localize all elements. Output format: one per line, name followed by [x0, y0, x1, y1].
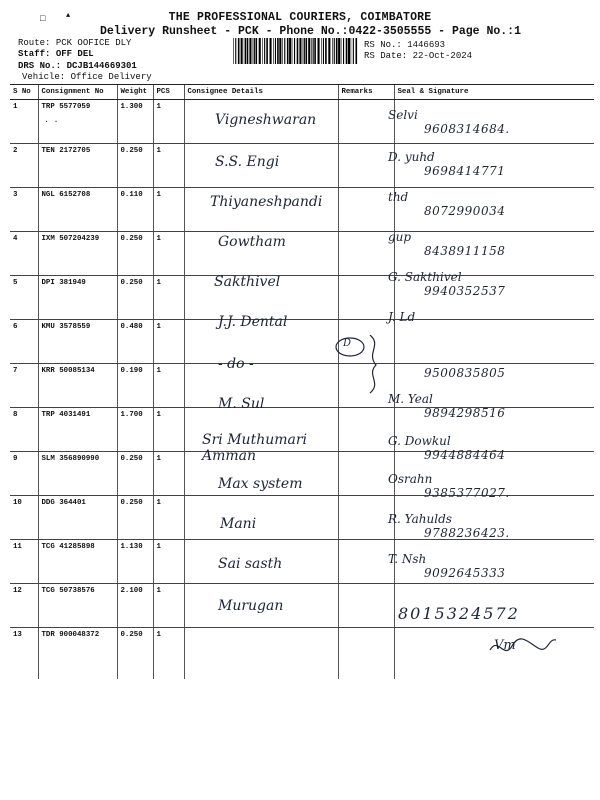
row-consignment-no: IXM 507204239 — [38, 232, 117, 276]
signature-handwritten: Selvi — [388, 108, 418, 122]
row-consignee-cell — [184, 452, 338, 496]
col-consignment: Consignment No — [38, 85, 117, 100]
row-pcs: 1 — [153, 496, 184, 540]
row-consignment-no: DDG 364401 — [38, 496, 117, 540]
row-signature-cell — [394, 452, 594, 496]
consignee-handwritten-name: J.J. Dental — [218, 314, 288, 330]
phone-handwritten: 8438911158 — [424, 244, 506, 258]
runsheet-table — [10, 84, 594, 679]
row-signature-cell — [394, 540, 594, 584]
row-sno: 5 — [10, 276, 38, 320]
row-pcs: 1 — [153, 584, 184, 628]
row-signature-cell — [394, 408, 594, 452]
row-sno: 7 — [10, 364, 38, 408]
row-consignment-no: TRP 4031491 — [38, 408, 117, 452]
consignee-handwritten-name: Sai sasth — [218, 556, 283, 572]
consignee-handwritten-name: Max system — [218, 476, 303, 492]
phone-handwritten: 9698414771 — [424, 164, 506, 178]
row-sno: 6 — [10, 320, 38, 364]
phone-handwritten: 9894298516 — [424, 406, 506, 420]
consignee-handwritten-name: Sakthivel — [214, 274, 281, 290]
col-consignee: Consignee Details — [184, 85, 338, 100]
row-weight: 2.100 — [117, 584, 153, 628]
row-consignee-cell — [184, 628, 338, 680]
row-consignee-cell — [184, 232, 338, 276]
row-consignee-cell — [184, 144, 338, 188]
row-sno: 9 — [10, 452, 38, 496]
row-remarks-cell — [338, 628, 394, 680]
row-signature-cell — [394, 364, 594, 408]
consignee-handwritten-name: - do - — [218, 356, 254, 372]
row-pcs: 1 — [153, 408, 184, 452]
row-consignment-no: TDR 900048372 — [38, 628, 117, 680]
row-signature-cell — [394, 320, 594, 364]
row-remarks-cell — [338, 188, 394, 232]
col-weight: Weight — [117, 85, 153, 100]
row-consignee-cell — [184, 540, 338, 584]
row-pcs: 1 — [153, 188, 184, 232]
row-weight: 1.130 — [117, 540, 153, 584]
signature-handwritten: thd — [388, 190, 409, 204]
row-1-dots: . . — [44, 116, 59, 125]
row-consignee-cell — [184, 408, 338, 452]
row-consignee-cell — [184, 496, 338, 540]
row-sno: 2 — [10, 144, 38, 188]
table-row — [10, 540, 594, 584]
consignee-handwritten-name: Sri Muthumari Amman — [202, 432, 308, 464]
row-weight: 0.250 — [117, 232, 153, 276]
signature-handwritten: M. Yeal — [388, 392, 433, 406]
row-pcs: 1 — [153, 320, 184, 364]
signature-handwritten: Osrahn — [388, 472, 433, 486]
row-consignment-no: KMU 3578559 — [38, 320, 117, 364]
row-pcs: 1 — [153, 100, 184, 144]
phone-handwritten: 8072990034 — [424, 204, 506, 218]
phone-handwritten: 9608314684. — [424, 122, 510, 136]
row-consignment-no: TCG 41285898 — [38, 540, 117, 584]
row-consignment-no: KRR 50085134 — [38, 364, 117, 408]
col-sno: S No — [10, 85, 38, 100]
consignee-handwritten-name: Thiyaneshpandi — [210, 194, 323, 210]
row-pcs: 1 — [153, 144, 184, 188]
row-weight: 0.480 — [117, 320, 153, 364]
consignee-handwritten-name: M. Sul — [218, 396, 265, 412]
row-remarks-cell — [338, 408, 394, 452]
signature-handwritten: R. Yahulds — [388, 512, 452, 526]
row-weight: 1.300 — [117, 100, 153, 144]
row-remarks-cell — [338, 144, 394, 188]
row-sno: 3 — [10, 188, 38, 232]
row-pcs: 1 — [153, 364, 184, 408]
row-sno: 1 — [10, 100, 38, 144]
signature-handwritten: J. Ld — [388, 310, 416, 324]
row-consignee-cell — [184, 320, 338, 364]
col-signature: Seal & Signature — [394, 85, 594, 100]
row-remarks-cell — [338, 496, 394, 540]
staff-line: Staff: OFF DEL — [18, 49, 94, 59]
table-row — [10, 100, 594, 144]
table-row — [10, 144, 594, 188]
row-consignee-cell — [184, 100, 338, 144]
table-row — [10, 584, 594, 628]
runsheet-title: Delivery Runsheet - PCK - Phone No.:0422-3505555 - Page No.:1 — [100, 25, 521, 38]
consignee-handwritten-name: Vigneshwaran — [215, 112, 317, 128]
row-consignee-cell — [184, 276, 338, 320]
company-title: THE PROFESSIONAL COURIERS, COIMBATORE — [168, 11, 432, 24]
table-row — [10, 188, 594, 232]
signature-handwritten: D. yuhd — [388, 150, 435, 164]
route-value: PCK OOFICE DLY — [55, 38, 132, 48]
row-weight: 0.110 — [117, 188, 153, 232]
phone-handwritten: 9788236423. — [424, 526, 510, 540]
row-signature-cell — [394, 188, 594, 232]
corner-mark: □ — [40, 14, 46, 24]
row-consignment-no: TRP 5577059 — [38, 100, 117, 144]
row-signature-cell — [394, 276, 594, 320]
consignee-handwritten-name: Gowtham — [218, 234, 286, 250]
row-sno: 13 — [13, 631, 22, 639]
drs-line: DRS No.: DCJB144669301 — [18, 61, 137, 71]
row-consignee-cell — [184, 188, 338, 232]
row-remarks-cell — [338, 100, 394, 144]
row-pcs: 1 — [153, 628, 184, 680]
row-remarks-cell — [338, 584, 394, 628]
row-sno: 10 — [10, 496, 38, 540]
phone-handwritten: 9940352537 — [424, 284, 506, 298]
row-sno: 4 — [10, 232, 38, 276]
row-weight: 0.190 — [117, 364, 153, 408]
table-row — [10, 408, 594, 452]
row-weight: 0.250 — [117, 496, 153, 540]
rs-date-line: RS Date: 22-Oct-2024 — [364, 51, 473, 61]
barcode — [233, 38, 358, 64]
signature-handwritten: G. Dowkul — [388, 434, 451, 448]
row-consignment-no: TCG 50738576 — [38, 584, 117, 628]
rs-date-value: 22-Oct-2024 — [412, 51, 473, 61]
row-sno: 12 — [10, 584, 38, 628]
col-pcs: PCS — [153, 85, 184, 100]
row-signature-cell — [394, 144, 594, 188]
row-consignment-no: NGL 6152708 — [38, 188, 117, 232]
table-row — [10, 276, 594, 320]
row-pcs: 1 — [153, 232, 184, 276]
remarks-bracket — [330, 335, 390, 395]
corner-dot: ▲ — [66, 12, 71, 20]
row-consignee-cell — [184, 364, 338, 408]
phone-handwritten: 8015324572 — [398, 604, 520, 623]
row-weight: 0.250 — [117, 452, 153, 496]
row-pcs: 1 — [153, 452, 184, 496]
row-sno: 8 — [10, 408, 38, 452]
vehicle-line: Vehicle: Office Delivery — [22, 72, 152, 82]
row-signature-cell — [394, 232, 594, 276]
row-consignment-no: TEN 2172705 — [38, 144, 117, 188]
staff-value: OFF DEL — [55, 49, 94, 59]
row-remarks-cell — [338, 232, 394, 276]
row-remarks-cell — [338, 540, 394, 584]
row-consignee-cell — [184, 584, 338, 628]
row-weight: 1.700 — [117, 408, 153, 452]
route-line: Route: PCK OOFICE DLY — [18, 38, 132, 48]
rs-no-line: RS No.: 1446693 — [364, 40, 446, 50]
row-consignment-no: SLM 356890990 — [38, 452, 117, 496]
signature-handwritten: G. Sakthivel — [388, 270, 462, 284]
consignee-handwritten-name: S.S. Engi — [215, 154, 280, 170]
table-row — [10, 320, 594, 364]
phone-handwritten: 9500835805 — [424, 366, 506, 380]
row-weight: 0.250 — [117, 144, 153, 188]
vehicle-value: Office Delivery — [70, 72, 152, 82]
row-remarks-cell — [338, 276, 394, 320]
table-row — [10, 364, 594, 408]
signature-handwritten: gup — [388, 230, 412, 244]
row-sno: 11 — [10, 540, 38, 584]
row-weight: 0.250 — [117, 276, 153, 320]
rs-no-value: 1446693 — [407, 40, 446, 50]
signature-handwritten: T. Nsh — [388, 552, 427, 566]
row-pcs: 1 — [153, 540, 184, 584]
remarks-mark: D — [343, 338, 352, 349]
row-pcs: 1 — [153, 276, 184, 320]
table-row — [10, 496, 594, 540]
phone-handwritten: 9092645333 — [424, 566, 506, 580]
row-weight: 0.250 — [117, 628, 153, 680]
col-remarks: Remarks — [338, 85, 394, 100]
drs-value: DCJB144669301 — [66, 61, 137, 71]
table-header-row — [10, 85, 594, 100]
footer-signature: Vm — [494, 638, 516, 653]
row-signature-cell — [394, 496, 594, 540]
row-consignment-no: DPI 381949 — [38, 276, 117, 320]
phone-handwritten: 9944884464 — [424, 448, 506, 462]
phone-handwritten: 9385377027. — [424, 486, 510, 500]
table-row — [10, 452, 594, 496]
consignee-handwritten-name: Murugan — [218, 598, 284, 614]
consignee-handwritten-name: Mani — [220, 516, 257, 532]
row-signature-cell — [394, 100, 594, 144]
row-remarks-cell — [338, 452, 394, 496]
footer-signature-flourish — [488, 632, 558, 662]
table-row — [10, 232, 594, 276]
row-signature-cell — [394, 584, 594, 628]
